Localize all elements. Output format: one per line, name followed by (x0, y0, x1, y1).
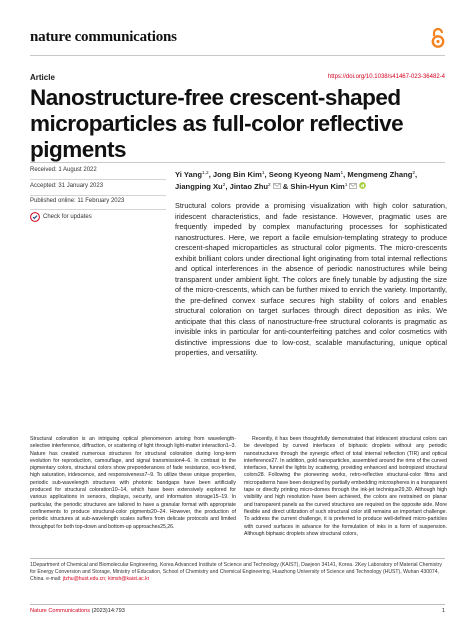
author-name-text: Mengmeng Zhang (347, 170, 413, 179)
author-affiliation-sup: 1,2 (202, 171, 209, 176)
mail-icon[interactable] (273, 183, 281, 189)
author-name-text: Jintao Zhu (229, 182, 268, 191)
author-affiliation-sup: 1 (261, 171, 265, 176)
accepted-date: Accepted: 31 January 2023 (30, 183, 104, 189)
footer-volume: (2023)14:793 (91, 608, 125, 614)
author-name[interactable] (347, 170, 415, 179)
divider (30, 195, 166, 196)
affiliations-text: 1Department of Chemical and Biomolecular Engineering, Korea Advanced Institute of Science and Technology (KAIST), Daejeon 34141, Korea. 2Key Laboratory of Material Chemistry for Energy Conversion and Storage, Ministry of Education, School of Chemistry and Chemical Engineering, Huazhong University of Science and Technology (HUST), Wuhan 430074, China. (30, 562, 442, 583)
author-name[interactable] (269, 170, 343, 179)
author-affiliation-sup: 1 (344, 183, 348, 188)
affiliations-footnote (30, 562, 445, 583)
author-name-text: Jong Bin Kim (212, 170, 262, 179)
author-name-text: Jiangping Xu (175, 182, 223, 191)
divider (30, 179, 166, 180)
received-date: Received: 1 August 2022 (30, 167, 97, 173)
open-access-icon[interactable] (430, 27, 446, 49)
abstract: Structural colors provide a promising visualization with high color saturation, iridescent characteristics, and fade resistance. However, pragmatic uses are frequently impeded by complex manufacturing processes for sophisticated nanostructures. Here, we report a facile emulsion-templating strategy to produce crescent-shaped microparticles as structural color pigments. The micro-crescents exhibit brilliant colors under directional light originating from total internal reflections and optical interferences in the absence of periodic nanostructures while being transparent under ambient light. The colors are finely tunable by adjusting the size of the micro-crescents, which can be further mixed to enrich the variety. Importantly, the pre-defined convex surface secures high stability of colors and enables structural coloration on target surfaces through direct deposition as inks. We anticipate that this class of nanostructure-free structural colorants is pragmatic as invisible inks in particular for anti-counterfeiting patches and color cosmetics with distinctive impressions due to low-cost, scalable manufacturing, unique optical properties, and versatility. (175, 201, 447, 357)
author-name[interactable] (290, 182, 366, 191)
author-name[interactable] (213, 170, 265, 179)
author-name[interactable] (175, 182, 225, 191)
published-date: Published online: 11 February 2023 (30, 198, 125, 204)
journal-name: nature communications (30, 29, 177, 45)
author-name-text: Yi Yang (175, 170, 203, 179)
article-type: Article (30, 73, 55, 82)
page-number: 1 (441, 608, 445, 614)
email-prefix: e-mail: (46, 576, 62, 583)
check-for-updates-button[interactable] (30, 212, 92, 222)
author-name[interactable] (175, 170, 209, 179)
check-for-updates-icon (30, 212, 40, 222)
check-for-updates-label: Check for updates (43, 214, 92, 220)
footer-rule (30, 604, 445, 605)
body-paragraph-right: Recently, it has been thoughtfully demonstrated that iridescent structural colors can be developed by curved interfaces of biphasic droplets without any periodic nanostructures through the synergic effect of total internal reflection (TIR) and optical interference27. In addition, gold nanoparticles, assembled around the rims of the curved interfaces, funnel the lights by scattering, providing enhanced and isotropized structural colors28. Following the pioneering works, retro-reflective structural-color films and micropatterns have been designed by partially embedding microspheres in a transparent tape or directly printing micro-domes through the ink-jet technique29,30. Although high visibility and high resolution have been achieved, the colors are restrained on planar and transparent panels as the curved structures are required on the opposite side. More flexible and direct utilization of such structural color still remains an important challenge. To address the current challenge, it is preferred to produce well-defined micro-particles with curved surfaces in advance for the formulation of inks in a form of suspension. Although biphasic droplets show structural colors, (244, 436, 448, 537)
doi-link[interactable]: https://doi.org/10.1038/s41467-023-36482-4 (327, 74, 445, 80)
author-affiliation-sup: 2 (222, 183, 226, 188)
author-affiliation-sup: 2 (267, 183, 271, 188)
mail-icon[interactable] (349, 183, 357, 189)
author-affiliation-sup: 2 (412, 171, 416, 176)
header-rule (30, 55, 445, 56)
article-title: Nanostructure-free crescent-shaped microparticles as full-color reflective pigments (30, 85, 404, 162)
footer-journal[interactable]: Nature Communications (30, 608, 91, 614)
author-name[interactable] (230, 182, 281, 191)
meta-rule (30, 162, 445, 163)
footer-citation (30, 608, 125, 614)
corresponding-email[interactable]: jtzhu@hust.edu.cn; kimsh@kaist.ac.kr (62, 576, 150, 583)
author-name-text: Seong Kyeong Nam (268, 170, 341, 179)
body-paragraph-left: Structural coloration is an intriguing optical phenomenon arising from wavelength-selective interference, diffraction, or scattering of light through light-matter interaction1–3. Nature has created numerous structures for structural coloration during long-term evolution for reproduction, camouflage, and signal transmission4–6. In contrast to the pigmentary colors, structural colors show preponderances of fade resistance, eco-friend, high saturation, iridescence, and responsiveness7–9. To utilize these unique properties, periodic sub-wavelength structures with photonic bandgaps have been artificially produced for structural coloration10–14, which have been extensively explored for various applications in sensors, displays, security, and information storage15–19. In particular, the periodic structures are tailored to have a granular format with appropriate confinements to produce structural-color pigments20–24. However, the production of periodic structures at sub-wavelength scales suffers from delicate protocols and limited throughput for both top-down and bottom-up approaches25,26. (30, 436, 236, 530)
orcid-icon[interactable] (359, 182, 366, 189)
author-affiliation-sup: 1 (340, 171, 344, 176)
divider (30, 209, 166, 210)
author-name-text: Shin-Hyun Kim (290, 182, 345, 191)
footnote-rule (30, 558, 445, 559)
author-list: Yi Yang$^{1,2}$, Jong Bin Kim$^1$, Seong Kyeong Nam$^1$, Mengmeng Zhang$^2$, Jiangping Xu$^2$, Jintao Zhu$^2$ & Shin-Hyun Kim$^1$ (175, 170, 418, 191)
